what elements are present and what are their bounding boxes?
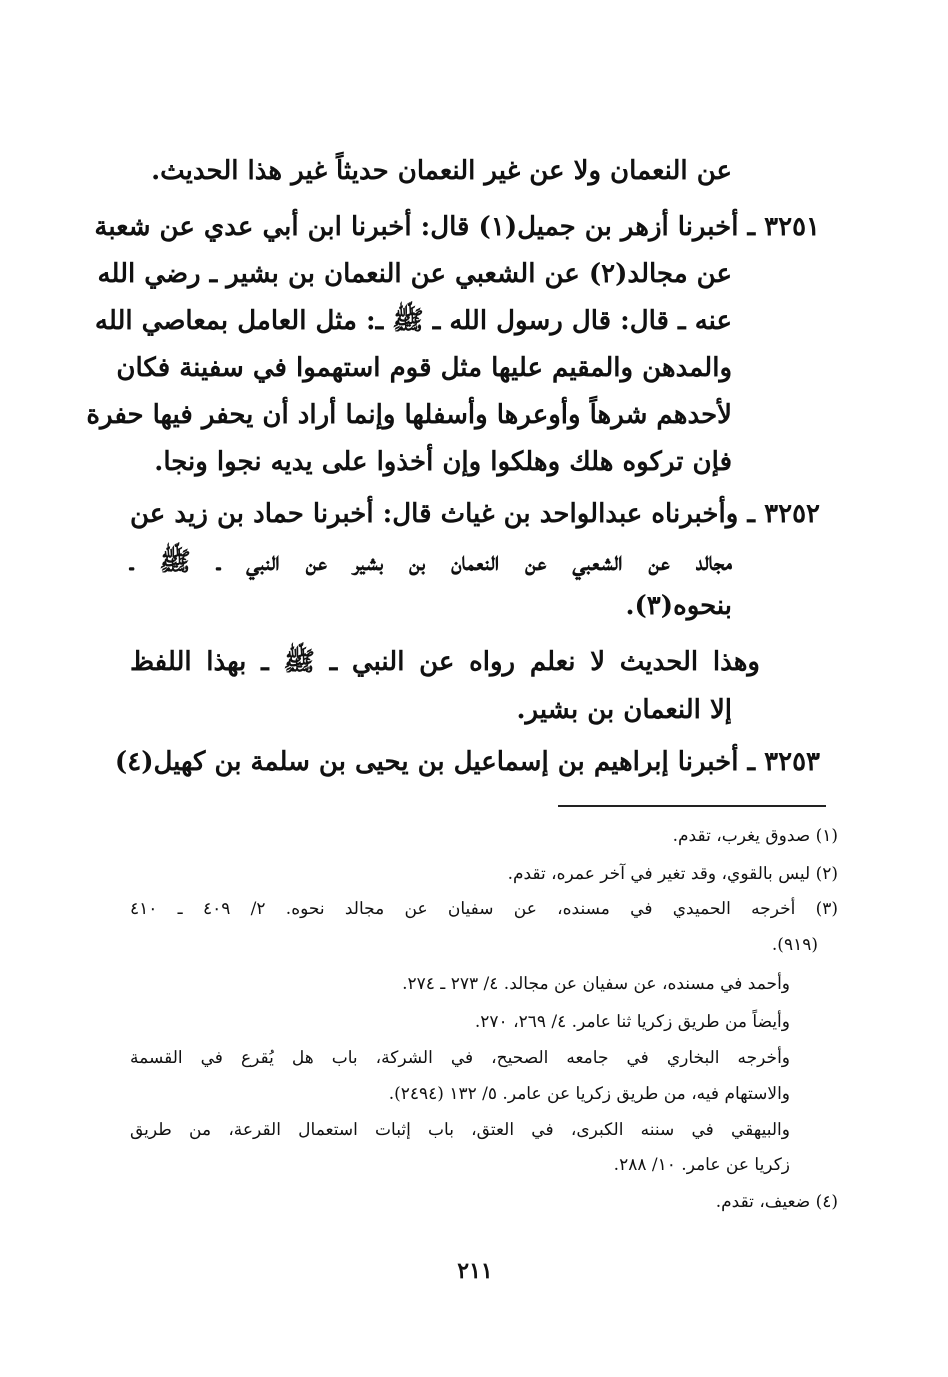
- hadith-3251: [86, 203, 820, 486]
- hadith-3251-line-5: لأحدهم شرهاً وأوعرها وأسفلها وإنما أراد أن يحفر فيها حفرة: [86, 400, 732, 430]
- footnote-1: (١) صدوق يغرب، تقدم.: [672, 826, 838, 846]
- hadith-3253: [114, 738, 820, 786]
- hadith-3251-line-2: عن مجالد(٢) عن الشعبي عن النعمان بن بشير ـ رضي الله: [97, 259, 732, 289]
- footnote-2: (٢) ليس بالقوي، وقد تغير في آخر عمره، تقدم.: [507, 864, 838, 884]
- page-number: ٢١١: [457, 1258, 493, 1284]
- hadith-3252-line-3: بنحوه(٣).: [625, 591, 732, 621]
- footnote-3-line-4: وأيضاً من طريق زكريا ثنا عامر. ٤/ ٢٦٩، ٢٧٠.: [474, 1012, 790, 1032]
- footnote-3-line-2: (٩١٩).: [771, 935, 818, 955]
- hadith-3251-line-3: عنه ـ قال: قال رسول الله ـ ﷺ ـ: مثل العامل بمعاصي الله: [94, 306, 732, 336]
- comment-paragraph: [130, 638, 820, 734]
- hadith-3253-line-1: ٣٢٥٣ ـ أخبرنا إبراهيم بن إسماعيل بن يحيى بن سلمة بن كهيل(٤): [114, 747, 820, 777]
- footnote-3-line-3: وأحمد في مسنده، عن سفيان عن مجالد. ٤/ ٢٧٣ ـ ٢٧٤.: [402, 974, 790, 994]
- hadith-3251-line-6: فإن تركوه هلك وهلكوا وإن أخذوا على يديه نجوا ونجا.: [154, 447, 732, 477]
- footnote-3-line-8: زكريا عن عامر. ١٠/ ٢٨٨.: [613, 1155, 790, 1175]
- footnote-3-line-1: (٣) أخرجه الحميدي في مسنده، عن سفيان عن مجالد نحوه. ٢/ ٤٠٩ ـ ٤١٠: [130, 899, 838, 919]
- hadith-3251-line-1: ٣٢٥١ ـ أخبرنا أزهر بن جميل(١) قال: أخبرنا ابن أبي عدي عن شعبة: [94, 212, 820, 242]
- opening-line: عن النعمان ولا عن غير النعمان حديثاً غير هذا الحديث.: [151, 156, 732, 186]
- hadith-3252: [130, 490, 820, 626]
- hadith-3252-line-2: مجالد عن الشعبي عن النعمان بن بشير عن النبي ـ ﷺ ـ: [130, 547, 732, 577]
- hadith-3251-line-4: والمدهن والمقيم عليها مثل قوم استهموا في سفينة فكان: [116, 353, 732, 383]
- footnote-3-line-7: والبيهقي في سننه الكبرى، في العتق، باب إثبات استعمال القرعة، من طريق: [130, 1120, 790, 1140]
- footnote-3-line-6: والاستهام فيه، من طريق زكريا عن عامر. ٥/ ١٣٢ (٢٤٩٤).: [388, 1084, 790, 1104]
- comment-line-1: وهذا الحديث لا نعلم رواه عن النبي ـ ﷺ ـ بهذا اللفظ: [130, 647, 760, 677]
- opening-line-block: [130, 147, 820, 195]
- footnote-3-line-5: وأخرجه البخاري في جامعه الصحيح، في الشركة، باب هل يُقرع في القسمة: [130, 1048, 790, 1068]
- comment-line-2: إلا النعمان بن بشير.: [516, 695, 732, 725]
- footnote-4: (٤) ضعيف، تقدم.: [715, 1192, 838, 1212]
- hadith-3252-line-1: ٣٢٥٢ ـ وأخبرناه عبدالواحد بن غياث قال: أخبرنا حماد بن زيد عن: [130, 499, 820, 529]
- footnote-separator: [558, 805, 826, 807]
- footnotes: [130, 817, 838, 1221]
